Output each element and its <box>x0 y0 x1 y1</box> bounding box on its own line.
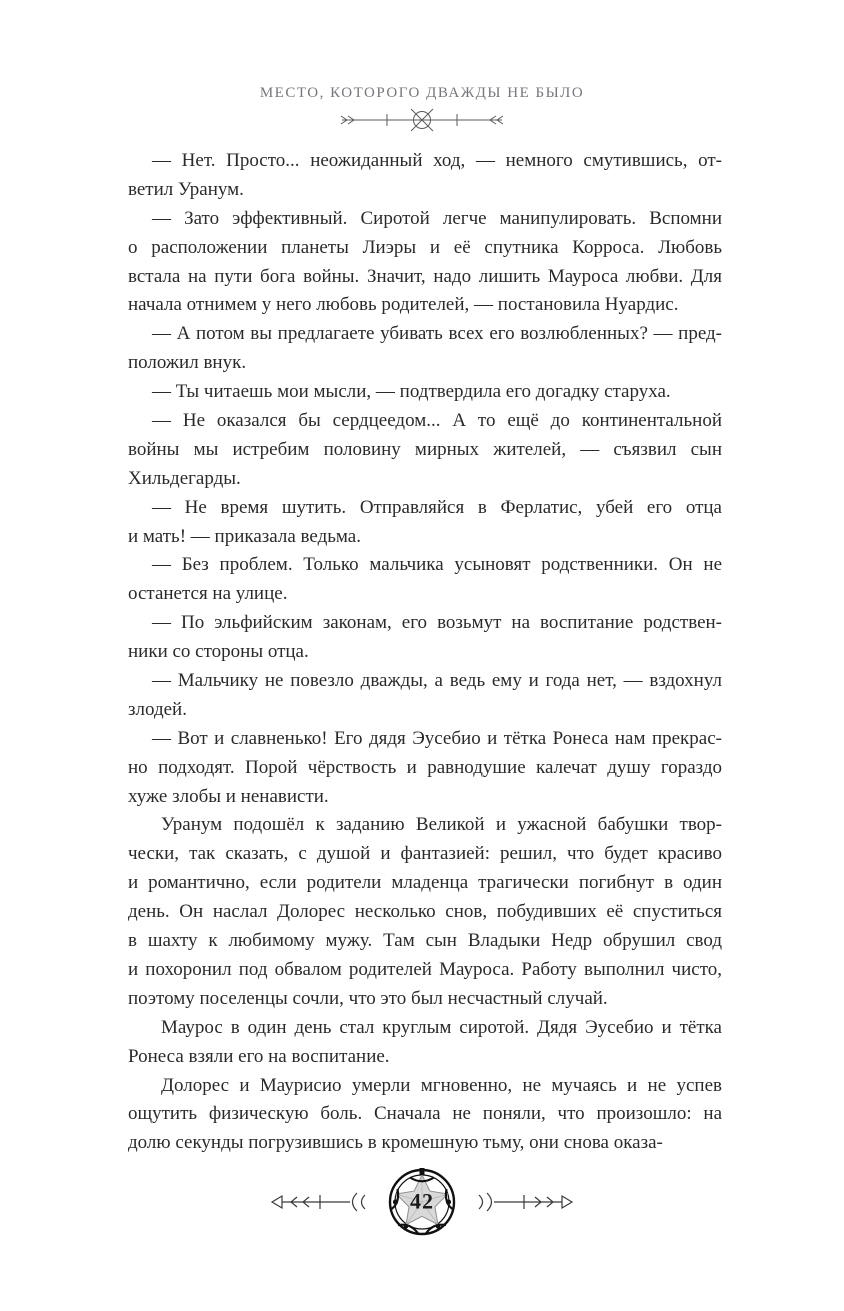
running-header: МЕСТО, КОТОРОГО ДВАЖДЫ НЕ БЫЛО <box>259 85 585 101</box>
text-line: — Мальчику не повезло дважды, а ведь ему и года нет, — вздохнул <box>152 670 722 692</box>
text-line: — Без проблем. Только мальчика усыновят родственники. Он не <box>152 554 722 576</box>
text-line: останется на улице. <box>128 583 288 605</box>
text-line: но подходят. Порой чёрствость и равнодушие калечат душу гораздо <box>128 756 722 778</box>
paragraph <box>128 407 722 494</box>
paragraph <box>128 551 722 609</box>
text-line: положил внук. <box>128 352 247 374</box>
paragraph <box>128 205 722 321</box>
paragraph <box>128 811 722 1013</box>
text-line: долю секунды погрузившись в кромешную тьму, они снова оказа- <box>128 1132 663 1154</box>
text-line: злодей. <box>128 698 187 720</box>
paragraph <box>128 494 722 552</box>
text-line: встала на пути бога войны. Значит, надо лишить Мауроса любви. Для <box>128 265 722 287</box>
paragraph <box>128 320 722 378</box>
text-line: день. Он наслал Долорес несколько снов, побудивших её спуститься <box>128 901 722 923</box>
text-line: Долорес и Маурисио умерли мгновенно, не мучаясь и не успев <box>161 1074 722 1096</box>
text-line: — Не оказался бы сердцеедом... А то ещё до континентальной <box>152 410 722 432</box>
right-arrow-flourish-icon <box>474 1190 574 1214</box>
text-line: и романтично, если родители младенца трагически погибнут в один <box>128 872 722 894</box>
text-line: Хильдегарды. <box>128 467 241 489</box>
header-divider <box>332 106 512 134</box>
page-number-emblem <box>386 1163 458 1241</box>
arrow-line-circle-divider-icon <box>332 106 512 134</box>
text-line: о расположении планеты Лиэры и её спутника Корроса. Любовь <box>128 236 722 258</box>
text-line: — Зато эффективный. Сиротой легче манипулировать. Вспомни <box>152 207 722 229</box>
text-line: ощутить физическую боль. Сначала не поняли, что произошло: на <box>128 1103 722 1125</box>
paragraph <box>128 667 722 725</box>
page-number: 42 <box>410 1188 434 1214</box>
text-line: — Нет. Просто... неожиданный ход, — немного смутившись, от- <box>152 150 722 171</box>
text-line: поэтому поселенцы сочли, что это был несчастный случай. <box>128 987 608 1009</box>
paragraph <box>128 609 722 667</box>
text-line: ники со стороны отца. <box>128 641 309 663</box>
paragraph <box>128 378 722 407</box>
text-line: Маурос в один день стал круглым сиротой. Дядя Эусебио и тётка <box>161 1016 722 1038</box>
text-line: войны мы истребим половину мирных жителей, — съязвил сын <box>128 438 722 460</box>
text-line: и похоронил под обвалом родителей Мауроса. Работу выполнил чисто, <box>128 958 722 980</box>
text-line: Уранум подошёл к заданию Великой и ужасной бабушки твор- <box>161 814 722 836</box>
text-block <box>128 147 722 1158</box>
paragraph <box>128 725 722 812</box>
text-line: — По эльфийским законам, его возьмут на воспитание родствен- <box>152 612 722 634</box>
text-line: — А потом вы предлагаете убивать всех его возлюбленных? — пред- <box>152 323 722 345</box>
paragraph <box>128 1014 722 1072</box>
text-line: и мать! — приказала ведьма. <box>128 525 361 547</box>
text-line: в шахту к любимому мужу. Там сын Владыки Недр обрушил свод <box>128 930 722 952</box>
text-line: хуже злобы и ненависти. <box>128 785 329 807</box>
text-line: начала отнимем у него любовь родителей, — постановила Нуардис. <box>128 294 679 316</box>
text-line: — Ты читаешь мои мысли, — подтвердила его догадку старуха. <box>152 381 671 403</box>
text-line: — Не время шутить. Отправляйся в Ферлатис, убей его отца <box>152 496 722 518</box>
text-line: чески, так сказать, с душой и фантазией: решил, что будет красиво <box>128 843 722 865</box>
footer-ornament-row <box>0 1163 844 1241</box>
paragraph <box>128 147 722 205</box>
paragraph <box>128 1072 722 1159</box>
left-arrow-flourish-icon <box>270 1190 370 1214</box>
text-line: ветил Уранум. <box>128 178 244 200</box>
text-line: Ронеса взяли его на воспитание. <box>128 1045 390 1067</box>
text-line: — Вот и славненько! Его дядя Эусебио и тётка Ронеса нам прекрас- <box>152 727 722 749</box>
